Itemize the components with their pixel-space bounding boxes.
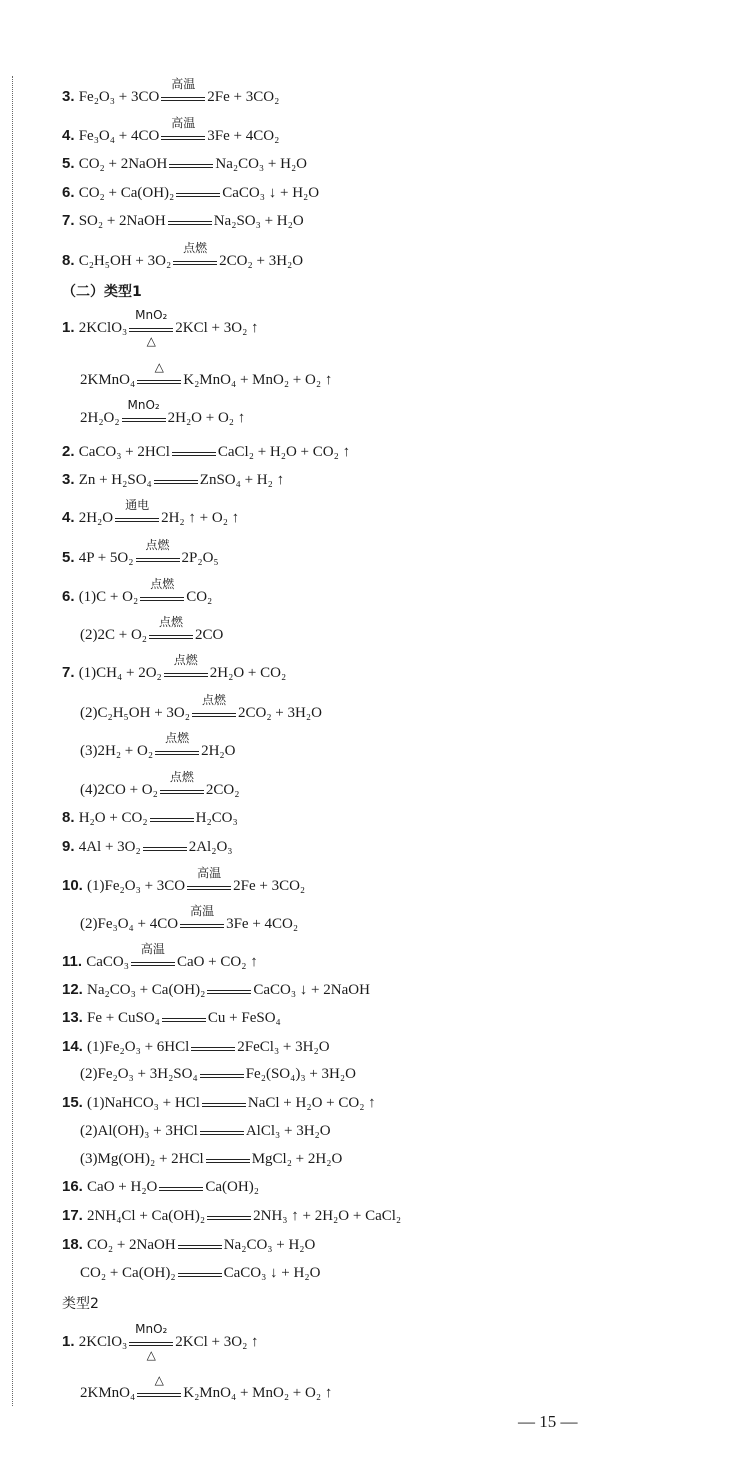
item-number: 5. — [62, 155, 79, 172]
reactants: C₂H₅OH + 3O₂ — [78, 253, 172, 269]
reactants: (2)C₂H₅OH + 3O₂ — [80, 705, 190, 721]
products: 2FeCl₃ + 3H₂O — [237, 1039, 330, 1055]
equation-line — [62, 941, 258, 973]
reactants: CO₂ + Ca(OH)₂ — [78, 185, 175, 201]
products: CaCO₃ ↓ + H₂O — [223, 1265, 321, 1281]
products: 2H₂ ↑ + O₂ ↑ — [161, 510, 240, 526]
reactants: (2)Al(OH)₃ + 3HCl — [80, 1123, 198, 1139]
item-number: 8. — [62, 809, 79, 826]
reactants: (1)C + O₂ — [78, 589, 139, 605]
reactants: H₂O + CO₂ — [78, 810, 148, 826]
item-number: 7. — [62, 664, 79, 681]
equation-line — [80, 614, 224, 646]
equation-line — [80, 359, 333, 391]
equals-sign — [129, 307, 173, 348]
reactants: Zn + H₂SO₄ — [78, 472, 152, 488]
equals-sign — [150, 809, 194, 829]
reactants: 2KClO₃ — [78, 1334, 128, 1350]
reactants: CaCO₃ — [86, 954, 129, 970]
item-number: 15. — [62, 1094, 88, 1111]
reaction-condition: 点燃 — [201, 692, 226, 707]
equals-sign — [122, 397, 166, 429]
equation-line — [80, 730, 236, 762]
reactants: 2H₂O — [78, 510, 114, 526]
equation-line — [62, 1206, 401, 1227]
reaction-condition: 点燃 — [183, 240, 208, 255]
equals-sign — [149, 614, 193, 646]
reactants: (4)2CO + O₂ — [80, 782, 158, 798]
equals-sign — [200, 1122, 244, 1142]
reaction-condition: △ — [154, 1372, 164, 1387]
products: CO₂ — [186, 589, 213, 605]
products: AlCl₃ + 3H₂O — [245, 1123, 331, 1139]
equals-sign — [206, 1150, 250, 1170]
equation-line — [80, 1064, 356, 1085]
equals-sign — [168, 212, 212, 232]
reactants: Fe₂O₃ + 3CO — [78, 89, 160, 105]
section-heading-type1: （二）类型1 — [62, 284, 142, 300]
item-number: 1. — [62, 319, 79, 336]
reaction-condition: MnO₂ — [135, 1321, 168, 1336]
reaction-condition: MnO₂ — [135, 307, 168, 322]
equation-line — [62, 1037, 330, 1058]
reactants: CO₂ + 2NaOH — [78, 156, 168, 172]
products: Na₂CO₃ + H₂O — [223, 1237, 316, 1253]
products: 2Fe + 3CO₂ — [233, 878, 306, 894]
equation-line — [62, 470, 284, 491]
item-number: 4. — [62, 127, 79, 144]
reactants: 2NH₄Cl + Ca(OH)₂ — [87, 1208, 206, 1224]
equation-line — [80, 903, 299, 935]
item-number: 1. — [62, 1333, 79, 1350]
products: 2Fe + 3CO₂ — [207, 89, 280, 105]
item-number: 2. — [62, 443, 79, 460]
equals-sign — [162, 1009, 206, 1029]
reactants: 2KMnO₄ — [80, 372, 136, 388]
item-number: 7. — [62, 212, 79, 229]
products: CaCO₃ ↓ + 2NaOH — [253, 982, 370, 998]
products: CaO + CO₂ ↑ — [176, 954, 258, 970]
products: NaCl + H₂O + CO₂ ↑ — [247, 1095, 376, 1111]
equation-line — [62, 76, 280, 108]
reactants: (2)2C + O₂ — [80, 627, 148, 643]
products: 2CO₂ + 3H₂O — [219, 253, 304, 269]
equals-sign — [200, 1065, 244, 1085]
products: CaCl₂ + H₂O + CO₂ ↑ — [217, 444, 351, 460]
reaction-condition-bottom: △ — [146, 1347, 156, 1362]
equals-sign — [180, 903, 224, 935]
equals-sign — [137, 359, 181, 391]
reactants: (3)2H₂ + O₂ — [80, 743, 154, 759]
item-number: 18. — [62, 1236, 88, 1253]
reaction-condition: 高温 — [140, 941, 165, 956]
equation-line — [80, 692, 322, 724]
equation-line — [80, 769, 240, 801]
equals-sign — [131, 941, 175, 973]
products: 2P₂O₅ — [181, 550, 219, 566]
reactants: (1)Fe₂O₃ + 6HCl — [87, 1039, 190, 1055]
item-number: 6. — [62, 184, 79, 201]
reaction-condition: 点燃 — [173, 652, 198, 667]
equals-sign — [143, 838, 187, 858]
equals-sign — [136, 537, 180, 569]
equation-line — [62, 808, 238, 829]
reactants: CaO + H₂O — [87, 1179, 158, 1195]
equation-line — [80, 1121, 331, 1142]
equals-sign — [178, 1264, 222, 1284]
equation-line — [62, 497, 240, 529]
products: 2CO — [195, 627, 224, 643]
item-number: 10. — [62, 877, 88, 894]
item-number: 5. — [62, 549, 79, 566]
equation-line — [62, 1008, 281, 1029]
equals-sign — [178, 1236, 222, 1256]
item-number: 3. — [62, 471, 79, 488]
equals-sign — [202, 1094, 246, 1114]
equals-sign — [161, 76, 205, 108]
equation-line — [62, 576, 213, 608]
products: Ca(OH)₂ — [205, 1179, 259, 1195]
equals-sign — [115, 497, 159, 529]
equation-line — [62, 1177, 259, 1198]
equals-sign — [137, 1372, 181, 1404]
reaction-condition: 点燃 — [165, 730, 190, 745]
equals-sign — [192, 692, 236, 724]
products: 2CO₂ — [205, 782, 240, 798]
reaction-condition: 点燃 — [169, 769, 194, 784]
products: 2KCl + 3O₂ ↑ — [175, 320, 259, 336]
reactants: Na₂CO₃ + Ca(OH)₂ — [87, 982, 206, 998]
equals-sign — [169, 155, 213, 175]
reactants: Fe₃O₄ + 4CO — [78, 128, 160, 144]
item-number: 9. — [62, 838, 79, 855]
item-number: 11. — [62, 953, 87, 970]
equals-sign — [160, 769, 204, 801]
reaction-condition: 高温 — [197, 865, 222, 880]
reactants: CaCO₃ + 2HCl — [78, 444, 170, 460]
products: Na₂SO₃ + H₂O — [213, 213, 304, 229]
reaction-condition: 高温 — [190, 903, 215, 918]
equals-sign — [207, 981, 251, 1001]
reactants: CO₂ + Ca(OH)₂ — [80, 1265, 176, 1281]
reactants: 2KClO₃ — [78, 320, 128, 336]
equals-sign — [191, 1038, 235, 1058]
equation-line — [62, 240, 304, 272]
products: Fe₂(SO₄)₃ + 3H₂O — [245, 1066, 356, 1082]
equals-sign — [207, 1207, 251, 1227]
equation-line — [62, 154, 307, 175]
reactants: (2)Fe₃O₄ + 4CO — [80, 916, 179, 932]
item-number: 8. — [62, 252, 79, 269]
equals-sign — [161, 115, 205, 147]
reactants: (1)CH₄ + 2O₂ — [78, 665, 162, 681]
equation-line — [80, 1372, 333, 1404]
item-number: 3. — [62, 88, 79, 105]
reactants: (1)NaHCO₃ + HCl — [87, 1095, 200, 1111]
products: 2CO₂ + 3H₂O — [237, 705, 322, 721]
equals-sign — [129, 1321, 173, 1362]
equation-line — [62, 1093, 376, 1114]
equation-line — [62, 865, 306, 897]
equation-line — [62, 211, 304, 232]
equation-line — [62, 837, 233, 858]
item-number: 14. — [62, 1038, 88, 1055]
products: 2H₂O — [201, 743, 236, 759]
products: MgCl₂ + 2H₂O — [251, 1151, 343, 1167]
reactants: (2)Fe₂O₃ + 3H₂SO₄ — [80, 1066, 198, 1082]
products: 2Al₂O₃ — [188, 839, 233, 855]
reactants: 4P + 5O₂ — [78, 550, 134, 566]
equation-line — [62, 115, 280, 147]
reactants: SO₂ + 2NaOH — [78, 213, 166, 229]
reaction-condition: 点燃 — [145, 537, 170, 552]
item-number: 4. — [62, 509, 79, 526]
equation-line — [80, 397, 246, 429]
equals-sign — [172, 443, 216, 463]
reaction-condition: △ — [154, 359, 164, 374]
reaction-condition-bottom: △ — [146, 333, 156, 348]
reaction-condition: 高温 — [171, 76, 196, 91]
item-number: 13. — [62, 1009, 88, 1026]
equals-sign — [154, 471, 198, 491]
reactants: (3)Mg(OH)₂ + 2HCl — [80, 1151, 204, 1167]
equals-sign — [164, 652, 208, 684]
products: 2H₂O + O₂ ↑ — [167, 410, 246, 426]
products: CaCO₃ ↓ + H₂O — [222, 185, 320, 201]
products: 3Fe + 4CO₂ — [226, 916, 299, 932]
equation-line — [80, 1263, 320, 1284]
binding-line — [12, 76, 13, 1406]
reactants: 4Al + 3O₂ — [78, 839, 141, 855]
item-number: 16. — [62, 1178, 88, 1195]
products: Cu + FeSO₄ — [207, 1010, 281, 1026]
page-number: — 15 — — [518, 1412, 578, 1431]
equation-line — [62, 442, 350, 463]
reactants: CO₂ + 2NaOH — [87, 1237, 176, 1253]
products: K₂MnO₄ + MnO₂ + O₂ ↑ — [183, 1385, 333, 1401]
products: 2NH₃ ↑ + 2H₂O + CaCl₂ — [253, 1208, 402, 1224]
products: 2H₂O + CO₂ — [209, 665, 287, 681]
equals-sign — [187, 865, 231, 897]
equation-line — [62, 1235, 315, 1256]
products: H₂CO₃ — [195, 810, 238, 826]
equation-line — [62, 537, 219, 569]
equation-line — [80, 1149, 342, 1170]
item-number: 12. — [62, 981, 88, 998]
products: K₂MnO₄ + MnO₂ + O₂ ↑ — [183, 372, 333, 388]
equals-sign — [176, 184, 220, 204]
reaction-condition: 点燃 — [150, 576, 175, 591]
products: ZnSO₄ + H₂ ↑ — [199, 472, 285, 488]
equation-line — [62, 1321, 259, 1362]
reactants: Fe + CuSO₄ — [87, 1010, 160, 1026]
reactants: 2H₂O₂ — [80, 410, 120, 426]
section-heading-type2: 类型2 — [62, 1296, 99, 1312]
reactants: (1)Fe₂O₃ + 3CO — [87, 878, 186, 894]
reaction-condition: MnO₂ — [127, 397, 160, 412]
reaction-condition: 高温 — [171, 115, 196, 130]
equals-sign — [140, 576, 184, 608]
equals-sign — [173, 240, 217, 272]
reaction-condition: 通电 — [125, 497, 150, 512]
products: 2KCl + 3O₂ ↑ — [175, 1334, 259, 1350]
equals-sign — [155, 730, 199, 762]
equation-line — [62, 307, 259, 348]
equation-line — [62, 652, 287, 684]
equals-sign — [159, 1178, 203, 1198]
item-number: 17. — [62, 1207, 88, 1224]
reaction-condition: 点燃 — [159, 614, 184, 629]
equation-line — [62, 183, 319, 204]
equation-line — [62, 980, 370, 1001]
item-number: 6. — [62, 588, 79, 605]
products: Na₂CO₃ + H₂O — [215, 156, 308, 172]
reactants: 2KMnO₄ — [80, 1385, 136, 1401]
products: 3Fe + 4CO₂ — [207, 128, 280, 144]
